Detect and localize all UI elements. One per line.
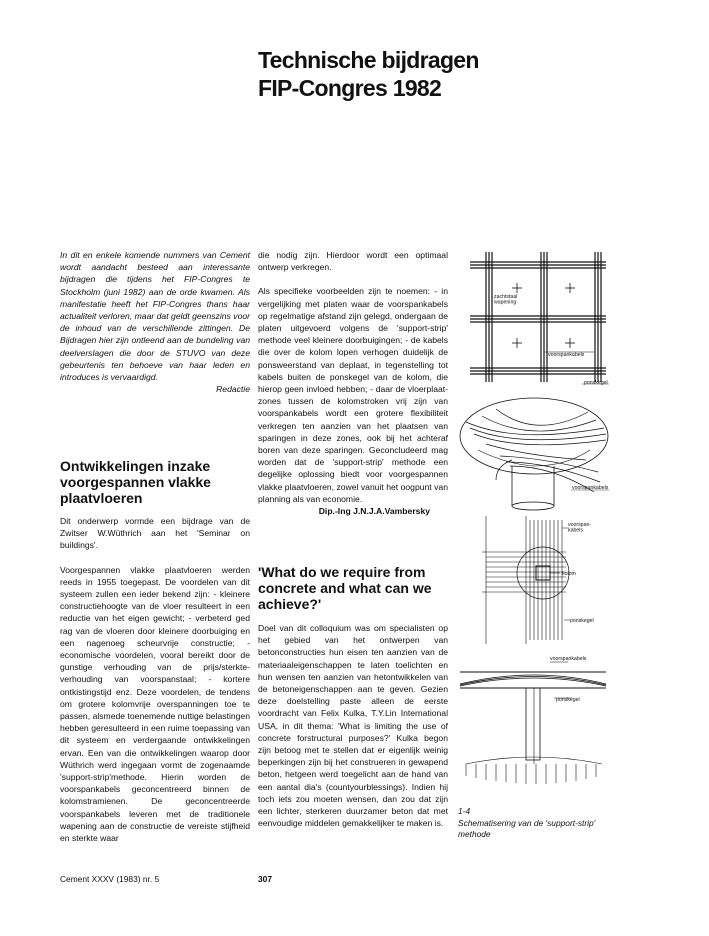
figure-caption [458, 806, 618, 841]
paragraph: die nodig zijn. Hierdoor wordt een optimaal ontwerp verkregen. [258, 250, 448, 273]
label-ponskegel-c: ponskegel [556, 697, 580, 703]
figure-3-column-strip-plan [482, 516, 570, 644]
caption-text: Schematisering van de 'support-strip' methode [458, 817, 596, 839]
column-1-body [60, 515, 250, 856]
intro-text: In dit en enkele komende nummers van Cement wordt aandacht besteed aan interessante bijdragen die tijdens het FIP-Congres te Stockholm (juni 1982) aan de orde kwamen. Als manifestatie heeft het FIP-Congres thans haar actualiteit verloren, maar dat geldt geenszins voor de inhoud van de verschillende zittingen. De Bijdragen hier zijn ontleend aan de bundeling van deelverslagen die door de STUVO van deze gebeurtenis ten behoeve van haar leden en introduces is vervaardigd. [60, 250, 250, 383]
caption-number: 1-4 [458, 806, 471, 816]
figure-2-punching-cone [460, 384, 609, 510]
journal-footer: Cement XXXV (1983) nr. 5 [60, 874, 160, 884]
paragraph: Doel van dit colloquium was om specialisten op het gebied van het ontwerpen van betonconstructies hun eisen ten aanzien van de materiaaleigenschappen te laten toelichten en hun wensen ten aanzien van hetontwikkelen van de betoneigenschappen aan te geven. Gezien deze doelstelling paste alleen de eerste voordracht van Felix Kulka, T.Y.Lin International USA, in dit thema: 'What is limiting the use of concrete forstructural purposes?' Kulka begon zijn betoog met te stellen dat er eigenlijk weinig beperkingen zijn bij het construeren in gewapend beton, hetgeen werd toegelicht aan de hand van een aantal dia's (countyourblessings). Indien hij toch iets zou moeten wensen, dan zou dat zijn een lichter, sterkeren duurzamer beton dat met eenvoudige middelen gemakkelijker te maken is. [258, 623, 448, 829]
label-ponskegel-b: ponskegel [570, 618, 594, 624]
article-title [258, 46, 479, 102]
label-voorspankabels-d: voorspankabels [550, 656, 587, 662]
author-line: Dip.-Ing J.N.J.A.Vambersky [318, 506, 430, 517]
section-heading-plaatvloeren: Ontwikkelingen inzake voorgespannen vlakke plaatvloeren [60, 458, 211, 506]
label-ponskegel-a: ponskegel [584, 380, 608, 386]
paragraph: Voorgespannen vlakke plaatvloeren werden reeds in 1955 toegepast. De voordelen van dit systeem zullen een ieder bekend zijn: - kleinere constructiehoogte van de vloer resulteert in een reductie van het eigen gewicht; - verbeterd ged rag van de vloeren door kleinere doorbuiging en een nagenoeg scheurvrije constructie; - economische voordelen, vooral bereikt door de gunstige verhouding van de prijs/sterkte-verhouding van voorspanstaal; - kortere ontkistingstijd enz. Deze voordelen, de tendens om grotere kolomvrije overspanningen toe te passen, alsmede toenemende nuttige belastingen hebben geresulteerd in een ruime toepassing van dit systeem en verdergaande ontwikkelingen ervan. Een van die ontwikkelingen waarop door Wüthrich werd ingegaan vormt de zogenaamde 'support-strip'methode. Hierin worden de voorspankabels geconcentreerd binnen de kolomstramienen. De geconcentreerde voorspankabels leveren met de traditionele wapening aan de constructie de vereiste stijfheid en sterkte waar [60, 564, 250, 844]
editorial-intro [60, 249, 250, 395]
column-2-body [258, 249, 448, 517]
intro-signature: Redactie [216, 384, 250, 395]
title-line-1: Technische bijdragen [258, 47, 479, 73]
support-strip-figure [456, 244, 609, 804]
column-3-body [258, 622, 448, 841]
paragraph: Als specifieke voorbeelden zijn te noemen: - in vergelijking met platen waar de voorspankabels op regelmatige afstand zijn gelegd, ondergaan de platen uitgevoerd volgens de 'support-strip' methode veel kleinere doorbuigingen; - de kabels die over de kolom lopen verhogen duidelijk de ponsweerstand van deplaat, in tegenstelling tot kabels buiten de ponskegel van de kolom, die hierop geen invloed hebben; - daar de vloerplaat-zones tussen de kolomstroken vrij zijn van voorspankabels wordt een grotere flexibiliteit verkregen ten aanzien van het plaatsen van sparingen in deze zones, ook bij het achteraf boren van deze sparingen. Geconcludeerd mag worden dat de 'support-strip' methode een degelijke oplossing biedt voor voorgespannen vlakke plaatvloeren, zowel vanuit het oogpunt van planning als van economie. [258, 286, 448, 504]
label-voorspankabels-a: voorspankabels [548, 352, 585, 358]
label-zachtstaal: zachtstaal wapening [494, 294, 518, 306]
label-voorspankabels-c: voorspan-kabels [568, 522, 592, 534]
paragraph: Dit onderwerp vormde een bijdrage van de Zwitser W.Wüthrich aan het 'Seminar on buildings'. [60, 516, 250, 551]
title-line-2: FIP-Congres 1982 [258, 75, 442, 101]
page-number: 307 [258, 874, 272, 884]
label-kolom: kolom [562, 571, 576, 577]
section-heading-concrete: 'What do we require from concrete and what can we achieve?' [258, 564, 432, 612]
label-voorspankabels-b: voorspankabels [572, 485, 609, 491]
figure-4-section [460, 662, 606, 784]
figure-1-grid-plan [470, 252, 606, 382]
